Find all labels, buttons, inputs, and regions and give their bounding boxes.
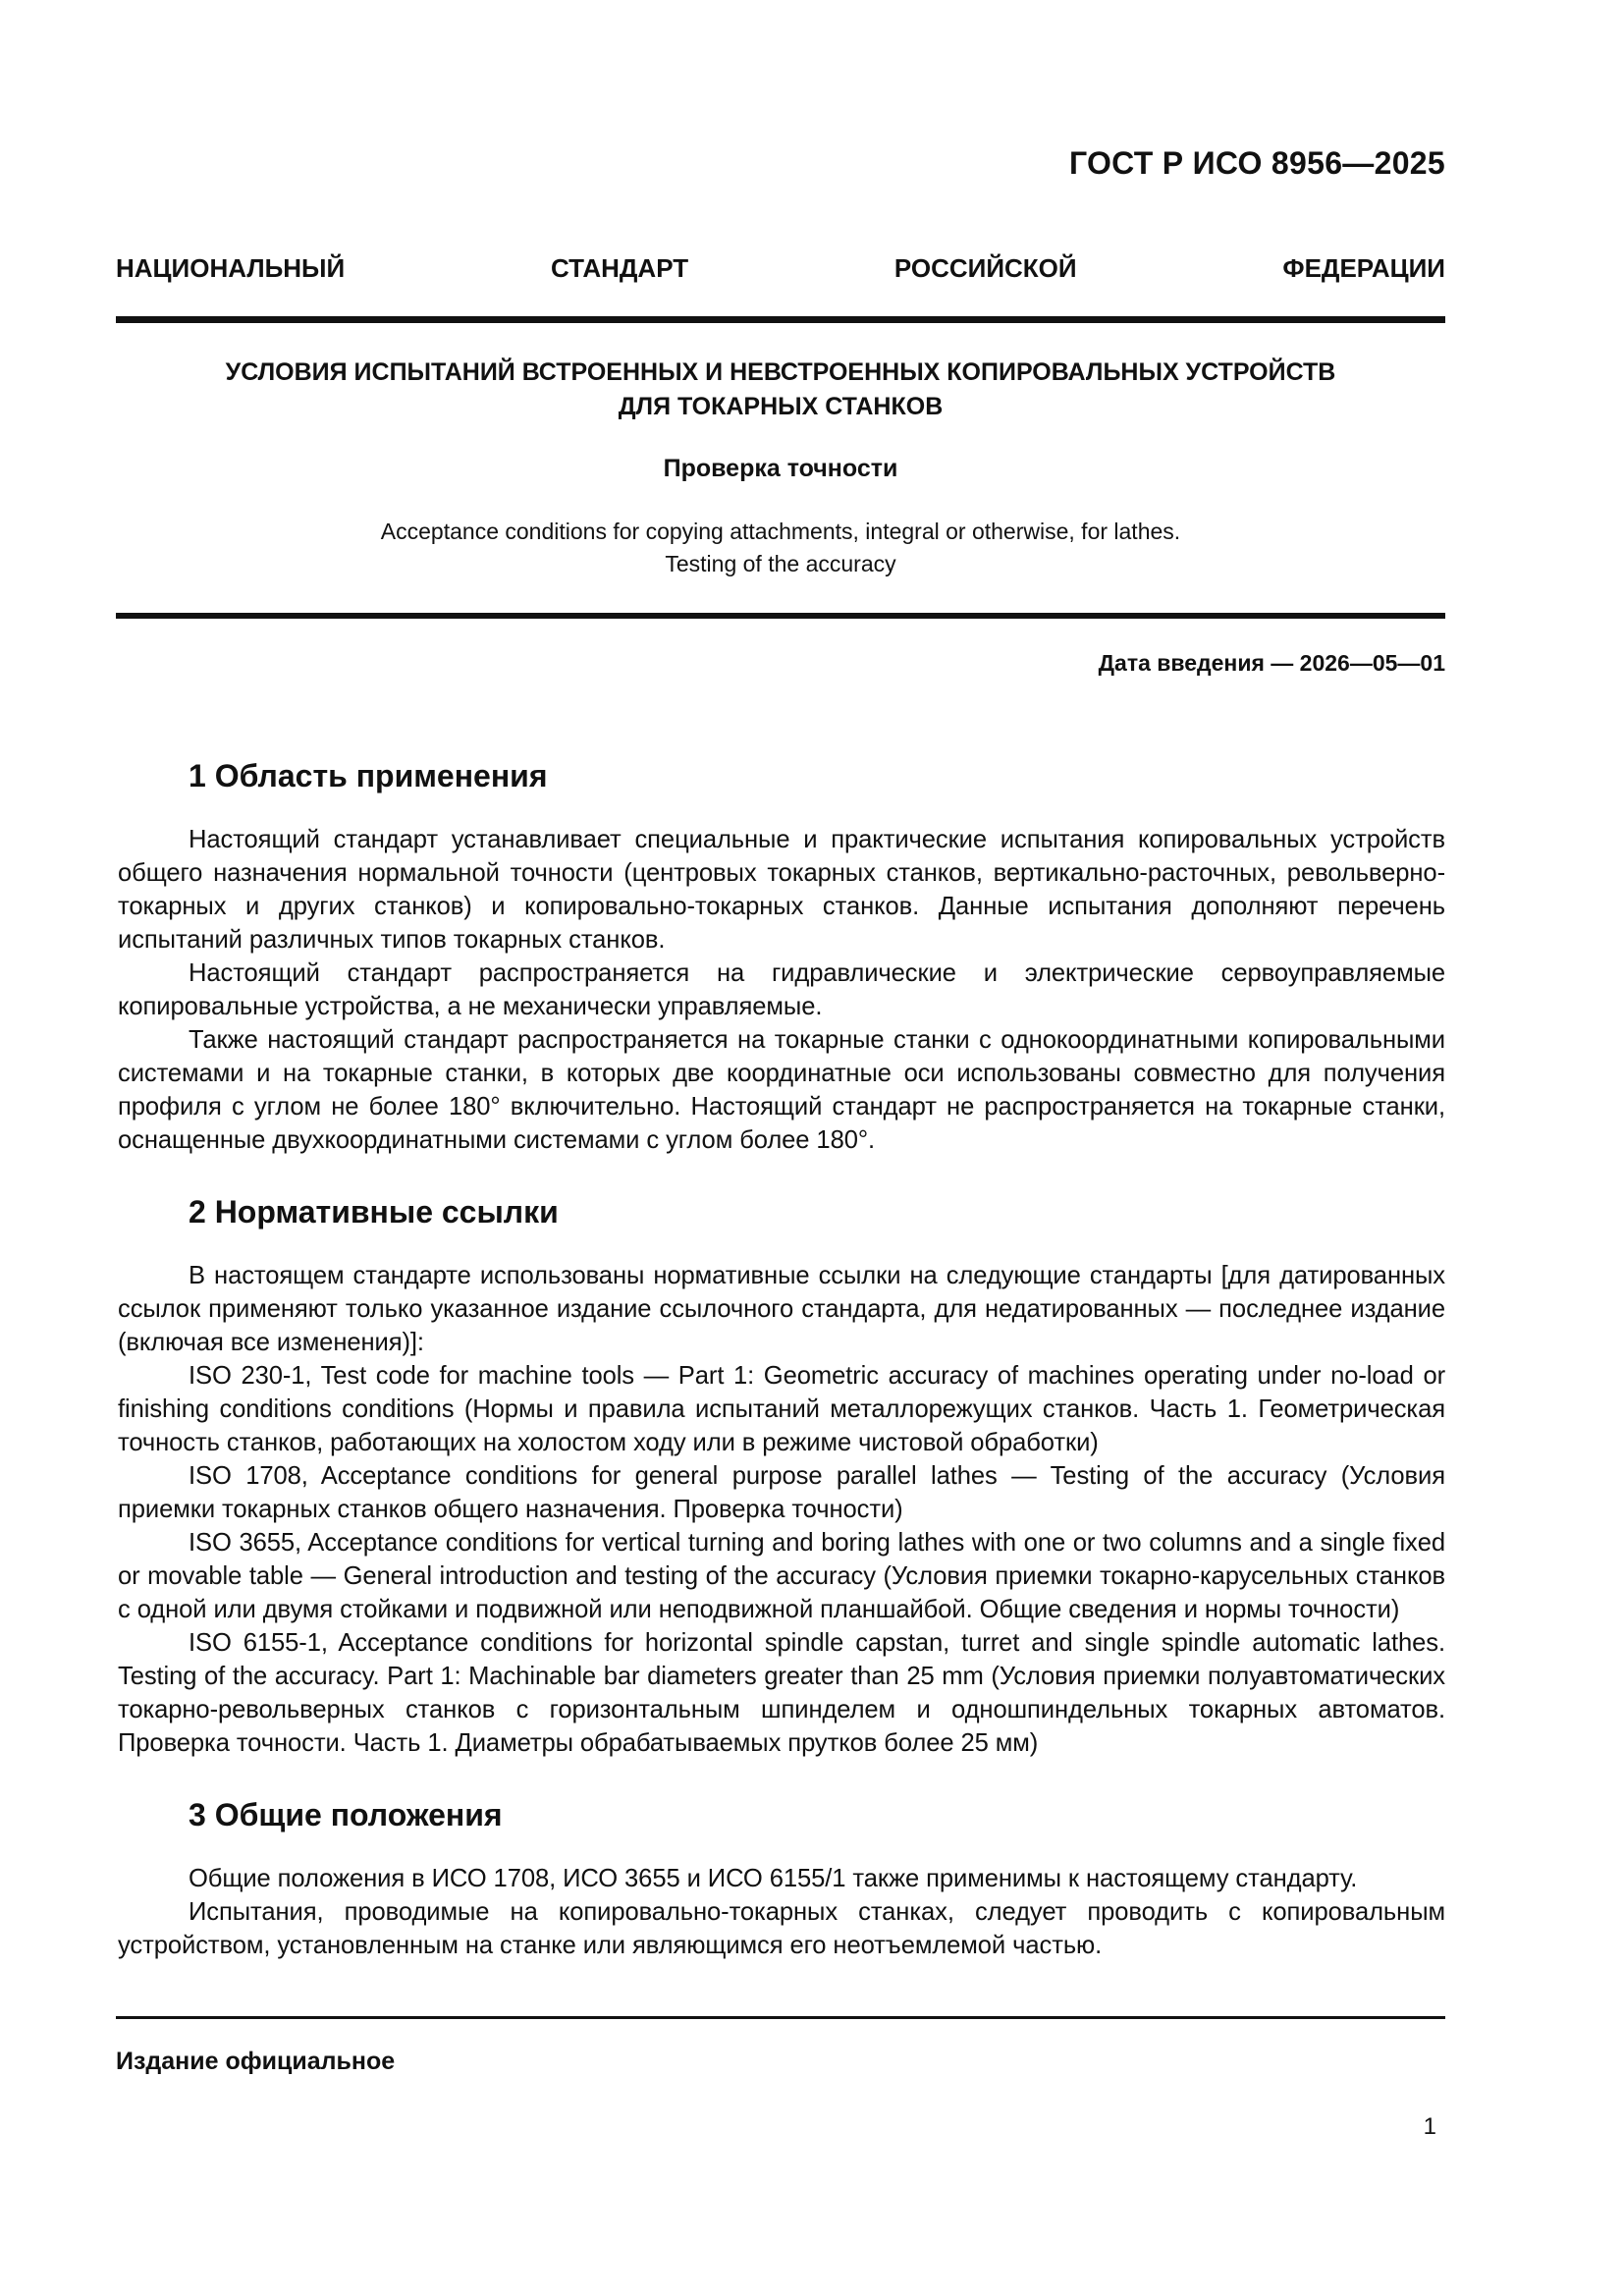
- reference-item: ISO 1708, Acceptance conditions for general purpose parallel lathes — Testing of the accuracy (Условия приемки токарных станков общего назначения. Проверка точности): [118, 1462, 1445, 1523]
- paragraph: Испытания, проводимые на копировально-токарных станках, следует проводить с копировальным устройством, установленным на станке или являющимся его неотъемлемой частью.: [118, 1898, 1445, 1959]
- title-divider: [116, 613, 1445, 619]
- document-title-line-1: УСЛОВИЯ ИСПЫТАНИЙ ВСТРОЕННЫХ И НЕВСТРОЕННЫХ КОПИРОВАЛЬНЫХ УСТРОЙСТВ: [225, 358, 1336, 386]
- section-heading: 2 Нормативные ссылки: [189, 1194, 559, 1230]
- paragraph: Настоящий стандарт распространяется на гидравлические и электрические сервоуправляемые копировальные устройства, а не механически управляемые.: [118, 959, 1445, 1020]
- paragraph: В настоящем стандарте использованы нормативные ссылки на следующие стандарты [для датированных ссылок применяют только указанное издание ссылочного стандарта, для недатированных — последнее издание (включая все изменения)]:: [118, 1262, 1445, 1356]
- section-heading: 1 Область применения: [189, 758, 548, 793]
- footer-divider: [116, 2016, 1445, 2019]
- english-title: [116, 516, 1445, 580]
- reference-item: ISO 3655, Acceptance conditions for vertical turning and boring lathes with one or two columns and a single fixed or movable table — General introduction and testing of the accuracy (Условия приемки токарно-карусельных станков с одной или двумя стойками и подвижной или неподвижной планшайбой. Общие сведения и нормы точности): [118, 1529, 1445, 1623]
- section-spacer: [118, 1760, 1445, 1795]
- paragraph: Общие положения в ИСО 1708, ИСО 3655 и ИСО 6155/1 также применимы к настоящему стандарту.: [189, 1865, 1358, 1892]
- section-spacer: [118, 1157, 1445, 1192]
- document-title: [116, 355, 1445, 424]
- page-number: 1: [1423, 2113, 1436, 2140]
- document-body: [118, 756, 1445, 1962]
- reference-item: ISO 6155-1, Acceptance conditions for horizontal spindle capstan, turret and single spindle automatic lathes. Testing of the accuracy. Part 1: Machinable bar diameters greater than 25 mm (Условия приемки полуавтоматических токарно-револьверных станков с горизонтальным шпинделем и одношпиндельных токарных автоматов. Проверка точности. Часть 1. Диаметры обрабатываемых прутков более 25 мм): [118, 1629, 1445, 1757]
- english-title-line-2: Testing of the accuracy: [665, 551, 896, 576]
- section-general-provisions: [118, 1795, 1445, 1962]
- section-normative-references: [118, 1192, 1445, 1760]
- official-edition-label: Издание официальное: [116, 2048, 396, 2075]
- document-subtitle: Проверка точности: [663, 455, 898, 482]
- paragraph: Настоящий стандарт устанавливает специальные и практические испытания копировальных устройств общего назначения нормальной точности (центровых токарных станков, вертикально-расточных, револьверно-токарных и других станков) и копировально-токарных станков. Данные испытания дополняют перечень испытаний различных типов токарных станков.: [118, 826, 1445, 954]
- gost-code: ГОСТ Р ИСО 8956—2025: [1068, 145, 1445, 181]
- section-scope: [118, 756, 1445, 1157]
- national-standard-title: НАЦИОНАЛЬНЫЙ СТАНДАРТ РОССИЙСКОЙ ФЕДЕРАЦИИ: [116, 253, 1445, 283]
- paragraph: Также настоящий стандарт распространяется на токарные станки с однокоординатными копировальными системами и на токарные станки, в которых две координатные оси использованы совместно для получения профиля с углом не более 180° включительно. Настоящий стандарт не распространяется на токарные станки, оснащенные двухкоординатными системами с углом более 180°.: [118, 1026, 1445, 1154]
- reference-item: ISO 230-1, Test code for machine tools — Part 1: Geometric accuracy of machines operating under no-load or finishing conditions conditions (Нормы и правила испытаний металлорежущих станков. Часть 1. Геометрическая точность станков, работающих на холостом ходу или в режиме чистовой обработки): [118, 1362, 1445, 1456]
- introduction-date: Дата введения — 2026—05—01: [1098, 650, 1445, 676]
- section-heading: 3 Общие положения: [189, 1797, 503, 1832]
- english-title-line-1: Acceptance conditions for copying attachments, integral or otherwise, for lathes.: [380, 519, 1181, 544]
- document-title-line-2: ДЛЯ ТОКАРНЫХ СТАНКОВ: [618, 393, 944, 420]
- header-divider: [116, 316, 1445, 323]
